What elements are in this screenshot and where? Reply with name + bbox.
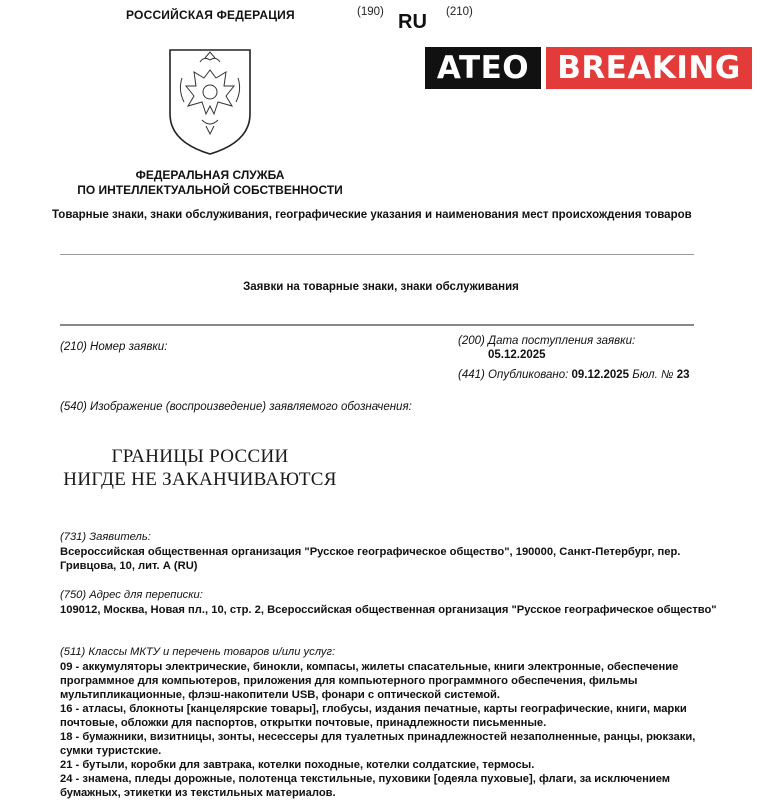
agency-name [60,168,360,198]
class-item-21: 21 - бутыли, коробки для завтрака, котелки походные, котелки солдатские, термосы. [60,759,535,771]
published-label: (441) Опубликовано: [458,369,569,381]
class-item-09: 09 - аккумуляторы электрические, бинокли, компасы, жилеты спасательные, книги электронные, обеспечение программное для компьютеров, приложения для компьютерного программного обеспечения, фильмы мультипликационные, флэш-накопители USB, фонари с оптической системой. [60,661,679,701]
application-number-label: (210) Номер заявки: [60,341,168,353]
code-190: (190) [357,6,384,18]
applicant-label: (731) Заявитель: [60,531,151,543]
document-subtitle: Товарные знаки, знаки обслуживания, географические указания и наименования мест происхождения товаров [52,209,692,221]
coat-of-arms-icon [160,42,260,160]
publication-line [458,369,690,381]
applicant-text: Всероссийская общественная организация "Русское географическое общество", 190000, Санкт-Петербург, пер. Гривцова, 10, лит. А (RU) [60,546,681,572]
image-label: (540) Изображение (воспроизведение) заявляемого обозначения: [60,401,412,413]
country-title: РОССИЙСКАЯ ФЕДЕРАЦИЯ [126,8,295,22]
trademark-text [40,445,360,491]
bulletin-label: Бюл. № [632,369,674,381]
divider-bottom [60,324,694,326]
ateo-logo: ATEO [425,47,541,89]
filing-date-label: (200) Дата поступления заявки: [458,335,636,347]
address-text: 109012, Москва, Новая пл., 10, стр. 2, Всероссийская общественная организация "Русское географическое общество" [60,604,717,616]
trademark-line-1: ГРАНИЦЫ РОССИИ [111,446,289,467]
filing-date-value: 05.12.2025 [488,349,546,361]
divider-top [60,254,694,255]
code-210: (210) [446,6,473,18]
agency-line-1: ФЕДЕРАЛЬНАЯ СЛУЖБА [135,168,285,182]
country-code: RU [398,11,427,33]
section-title: Заявки на товарные знаки, знаки обслуживания [243,281,519,293]
address-label: (750) Адрес для переписки: [60,589,203,601]
bulletin-number: 23 [676,369,690,381]
agency-line-2: ПО ИНТЕЛЛЕКТУАЛЬНОЙ СОБСТВЕННОСТИ [77,183,343,197]
breaking-logo: BREAKING [546,47,752,89]
classes-list [60,660,720,800]
published-date: 09.12.2025 [571,369,630,381]
trademark-line-2: НИГДЕ НЕ ЗАКАНЧИВАЮТСЯ [63,469,337,490]
class-item-24: 24 - знамена, пледы дорожные, полотенца текстильные, пуховики [одеяла пуховые], флаги, за исключением бумажных, этикетки из текстильных материалов. [60,773,671,799]
class-item-18: 18 - бумажники, визитницы, зонты, несессеры для туалетных принадлежностей незаполненные, ранцы, рюкзаки, сумки туристские. [60,731,696,757]
class-item-16: 16 - атласы, блокноты [канцелярские товары], глобусы, издания печатные, карты географические, книги, марки почтовые, обложки для паспортов, открытки почтовые, принадлежности письменные. [60,703,687,729]
classes-label: (511) Классы МКТУ и перечень товаров и/или услуг: [60,646,336,658]
